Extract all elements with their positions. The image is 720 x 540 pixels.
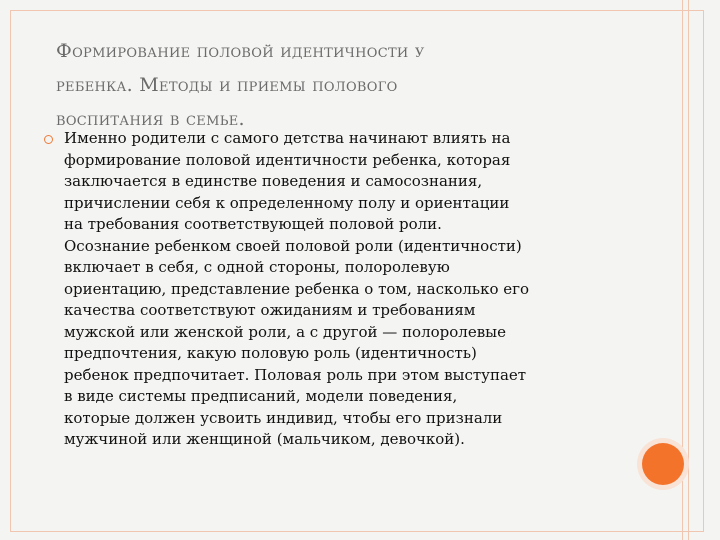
text-line: которые должен усвоить индивид, чтобы его признали: [64, 408, 503, 427]
text-line: предпочтения, какую половую роль (идентичность): [64, 344, 477, 362]
bullet-circle-icon: [44, 135, 53, 144]
text-line: Именно родители с самого детства начинают влиять на: [64, 129, 511, 147]
title-line: воспитания в семье.: [56, 108, 245, 130]
text-line: качества соответствуют ожиданиям и требованиям: [64, 301, 476, 319]
text-line: включает в себя, с одной стороны, полоролевую: [64, 258, 450, 276]
text-line: формирование половой идентичности ребенка, которая: [64, 150, 511, 169]
text-line: в виде системы предписаний, модели поведения,: [64, 387, 458, 405]
title-line: ребенка. Методы и приемы полового: [56, 74, 398, 96]
text-line: ребенок предпочитает. Половая роль при этом выступает: [64, 365, 527, 384]
text-line: причислении себя к определенному полу и ориентации: [64, 193, 510, 212]
text-line: ориентацию, представление ребенка о том, насколько его: [64, 279, 530, 298]
text-line: на требования соответствующей половой роли.: [64, 215, 442, 233]
slide-title: [56, 34, 646, 136]
frame-rule-right-outer: [688, 0, 689, 540]
text-line: мужской или женской роли, а с другой — полоролевые: [64, 322, 506, 341]
title-line: Формирование половой идентичности у: [56, 40, 425, 62]
text-line: заключается в единстве поведения и самосознания,: [64, 172, 483, 190]
orange-dot-icon: [642, 443, 684, 485]
text-line: Осознание ребенком своей половой роли (идентичности): [64, 236, 522, 255]
bullet-text: [64, 128, 634, 451]
text-line: мужчиной или женщиной (мальчиком, девочкой).: [64, 430, 465, 448]
